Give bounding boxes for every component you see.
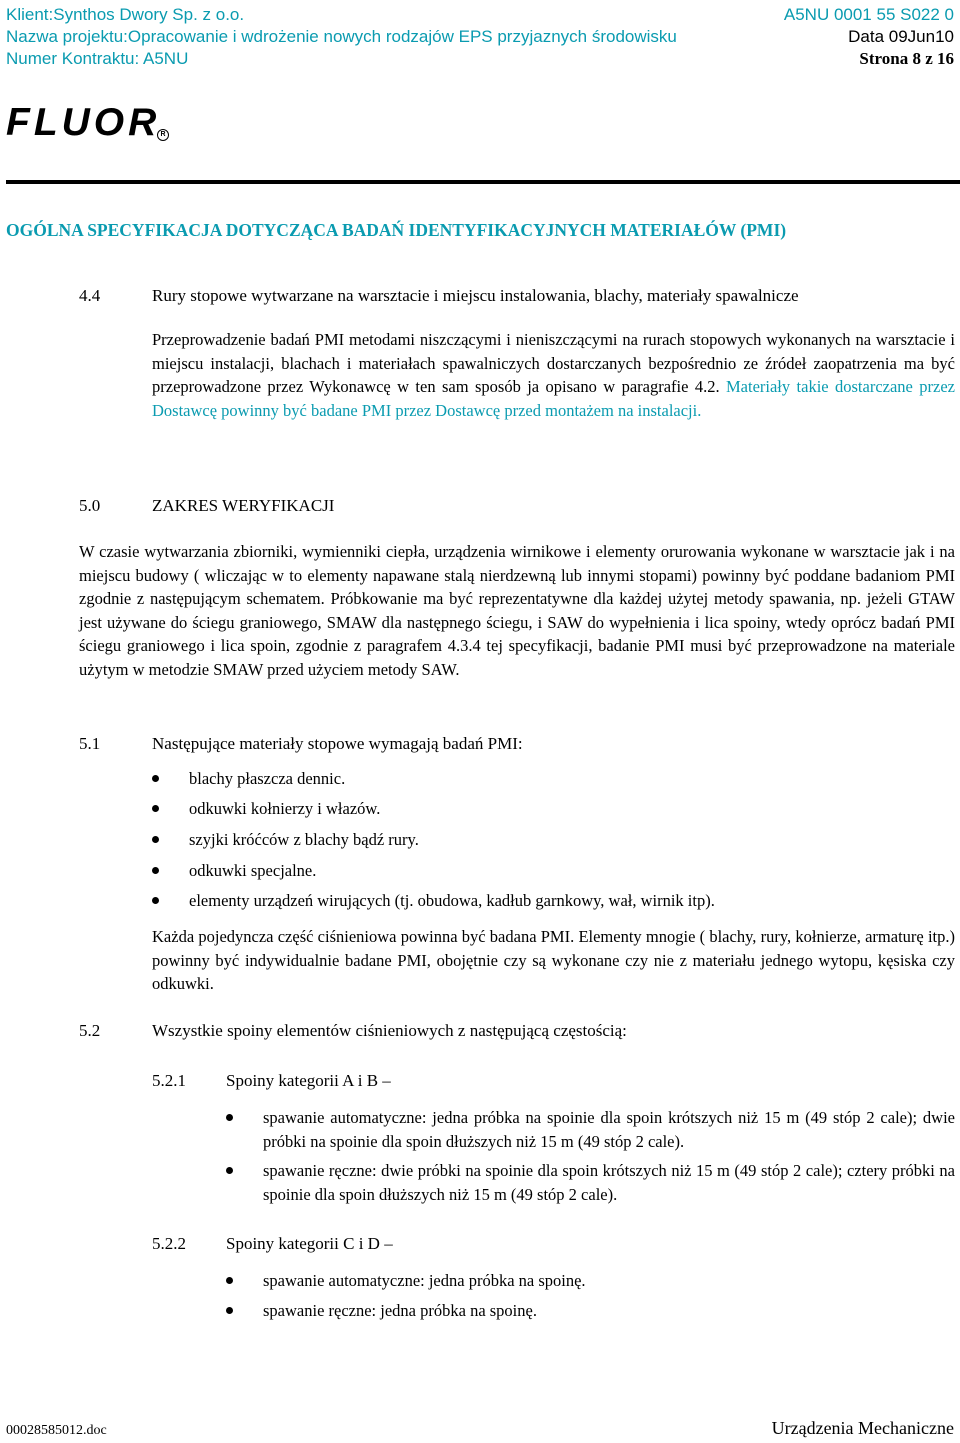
document-title: OGÓLNA SPECYFIKACJA DOTYCZĄCA BADAŃ IDENTYFIKACYJNYCH MATERIAŁÓW (PMI): [6, 220, 787, 240]
footer-section: Urządzenia Mechaniczne: [771, 1418, 954, 1438]
bullet-icon: [152, 775, 159, 782]
page-footer: [6, 1415, 954, 1439]
section-5-2-1-heading: Spoiny kategorii A i B –: [226, 1071, 391, 1090]
section-5-2-2-number: 5.2.2: [152, 1234, 186, 1253]
document-number: A5NU 0001 55 S022 0: [783, 5, 954, 24]
bullet-icon: [226, 1307, 233, 1314]
bullet-icon: [152, 897, 159, 904]
section-5-0-number: 5.0: [79, 496, 101, 515]
footer-filename: 00028585012.doc: [6, 1423, 107, 1438]
section-5-2-number: 5.2: [79, 1021, 101, 1040]
section-4-4-number: 4.4: [79, 286, 101, 305]
contract-number: Numer Kontraktu: A5NU: [6, 49, 189, 68]
bullet-icon: [226, 1114, 233, 1121]
section-5-2-1-number: 5.2.1: [152, 1071, 186, 1090]
section-5-0-body: W czasie wytwarzania zbiorniki, wymienniki ciepła, urządzenia wirnikowe i elementy orurowania wykonane w warsztacie jak i na miejscu budowy ( wliczając w to elementy napawane stalą nierdzewną lub innymi stopami) powinny być poddane badaniom PMI zgodnie z następującym schematem. Próbkowanie ma być reprezentatywne dla każdej użytej metody spawania, np. jeżeli GTAW jest używane do ściegu graniowego, SMAW dla następnego ściegu, i SAW do wypełnienia i lica spoiny, wtedy oprócz badań PMI ściegu graniowego i lica spoin, zgodnie z paragrafem 4.3.4 tej specyfikacji, badanie PMI musi być przeprowadzone na materiale użytym w metodzie SMAW przed użyciem metody SAW.: [79, 542, 955, 679]
section-5-2-heading: Wszystkie spoiny elementów ciśnieniowych z następującą częstością:: [152, 1021, 627, 1040]
bullet-icon: [152, 836, 159, 843]
section-4-4-body-highlight: Materiały takie dostarczane przez Dostawcę powinny być badane PMI przez Dostawcę przed montażem na instalacji.: [152, 377, 955, 420]
bullet-icon: [226, 1277, 233, 1284]
section-5-2-2-heading: Spoiny kategorii C i D –: [226, 1234, 393, 1253]
page-number: Strona 8 z 16: [859, 49, 954, 68]
project-name: Nazwa projektu:Opracowanie i wdrożenie nowych rodzajów EPS przyjaznych środowisku: [6, 27, 677, 46]
header-divider: [6, 180, 960, 184]
bullet-icon: [152, 867, 159, 874]
client-name: Klient:Synthos Dwory Sp. z o.o.: [6, 5, 245, 24]
section-4-4-heading: Rury stopowe wytwarzane na warsztacie i miejscu instalowania, blachy, materiały spawalnicze: [152, 286, 799, 305]
section-5-1-number: 5.1: [79, 734, 101, 753]
registered-mark-icon: R: [157, 129, 169, 141]
section-5-1-heading: Następujące materiały stopowe wymagają badań PMI:: [152, 734, 523, 753]
document-date: Data 09Jun10: [848, 27, 954, 46]
bullet-icon: [226, 1167, 233, 1174]
section-4-4-body: [152, 328, 955, 422]
section-4-4-body-text: Przeprowadzenie badań PMI metodami niszczącymi i nieniszczącymi na rurach stopowych wykonanych na warsztacie i miejscu instalacji, blachach i materiałach spawalniczych dostarczanych bezpośrednio ze źródeł zaopatrzenia ma być przeprowadzone przez Wykonawcę w ten sam sposób ja opisano w paragrafie 4.2.: [152, 330, 955, 396]
section-5-1-body: Każda pojedyncza część ciśnieniowa powinna być badana PMI. Elementy mnogie ( blachy, rury, kołnierze, armaturę itp.) powinny być indywidualnie badane PMI, obojętnie czy są wykonane czy nie z materiału jednego wytopu, kęsiska czy odkuwki.: [152, 927, 955, 993]
section-5-0-heading: ZAKRES WERYFIKACJI: [152, 496, 335, 515]
fluor-logo: FLUOR: [6, 101, 161, 144]
bullet-icon: [152, 805, 159, 812]
